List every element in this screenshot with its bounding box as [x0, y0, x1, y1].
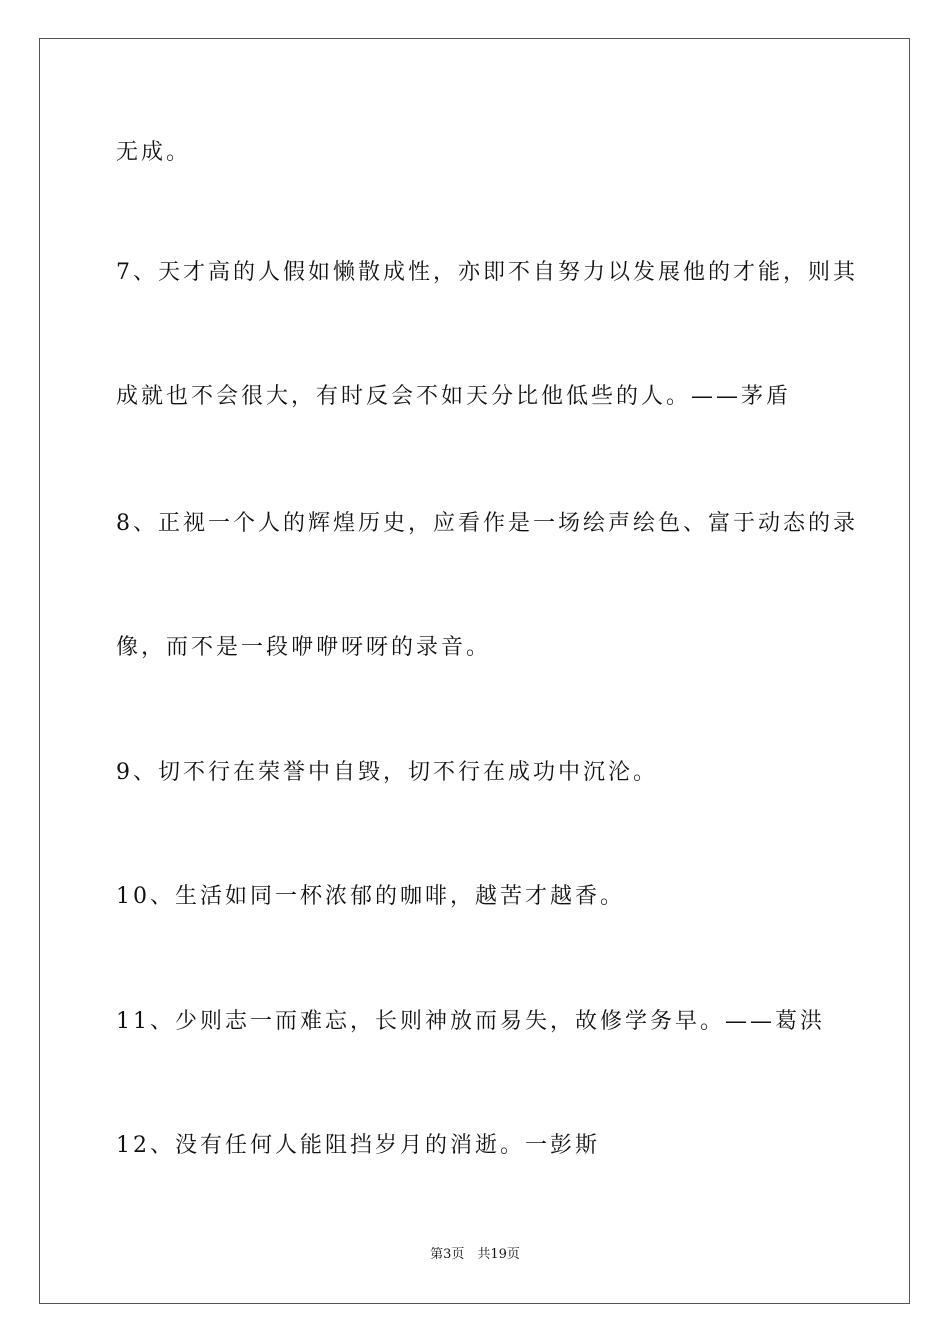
page-number-footer: 第3页 共19页: [430, 1247, 520, 1262]
page-border: [39, 38, 910, 1304]
text-line-4: 8、正视一个人的辉煌历史，应看作是一场绘声绘色、富于动态的录: [116, 511, 858, 536]
text-line-3: 成就也不会很大，有时反会不如天分比他低些的人。——茅盾: [116, 384, 792, 409]
text-line-7: 10、生活如同一杯浓郁的咖啡，越苦才越香。: [116, 884, 625, 909]
text-line-6: 9、切不行在荣誉中自毁，切不行在成功中沉沦。: [116, 760, 658, 785]
text-line-9: 12、没有任何人能阻挡岁月的消逝。一彭斯: [116, 1133, 600, 1158]
text-line-5: 像，而不是一段咿咿呀呀的录音。: [116, 635, 492, 660]
text-line-8: 11、少则志一而难忘，长则神放而易失，故修学务早。——葛洪: [116, 1009, 825, 1034]
text-line-2: 7、天才高的人假如懒散成性，亦即不自努力以发展他的才能，则其: [116, 260, 858, 285]
text-line-1: 无成。: [116, 140, 192, 165]
